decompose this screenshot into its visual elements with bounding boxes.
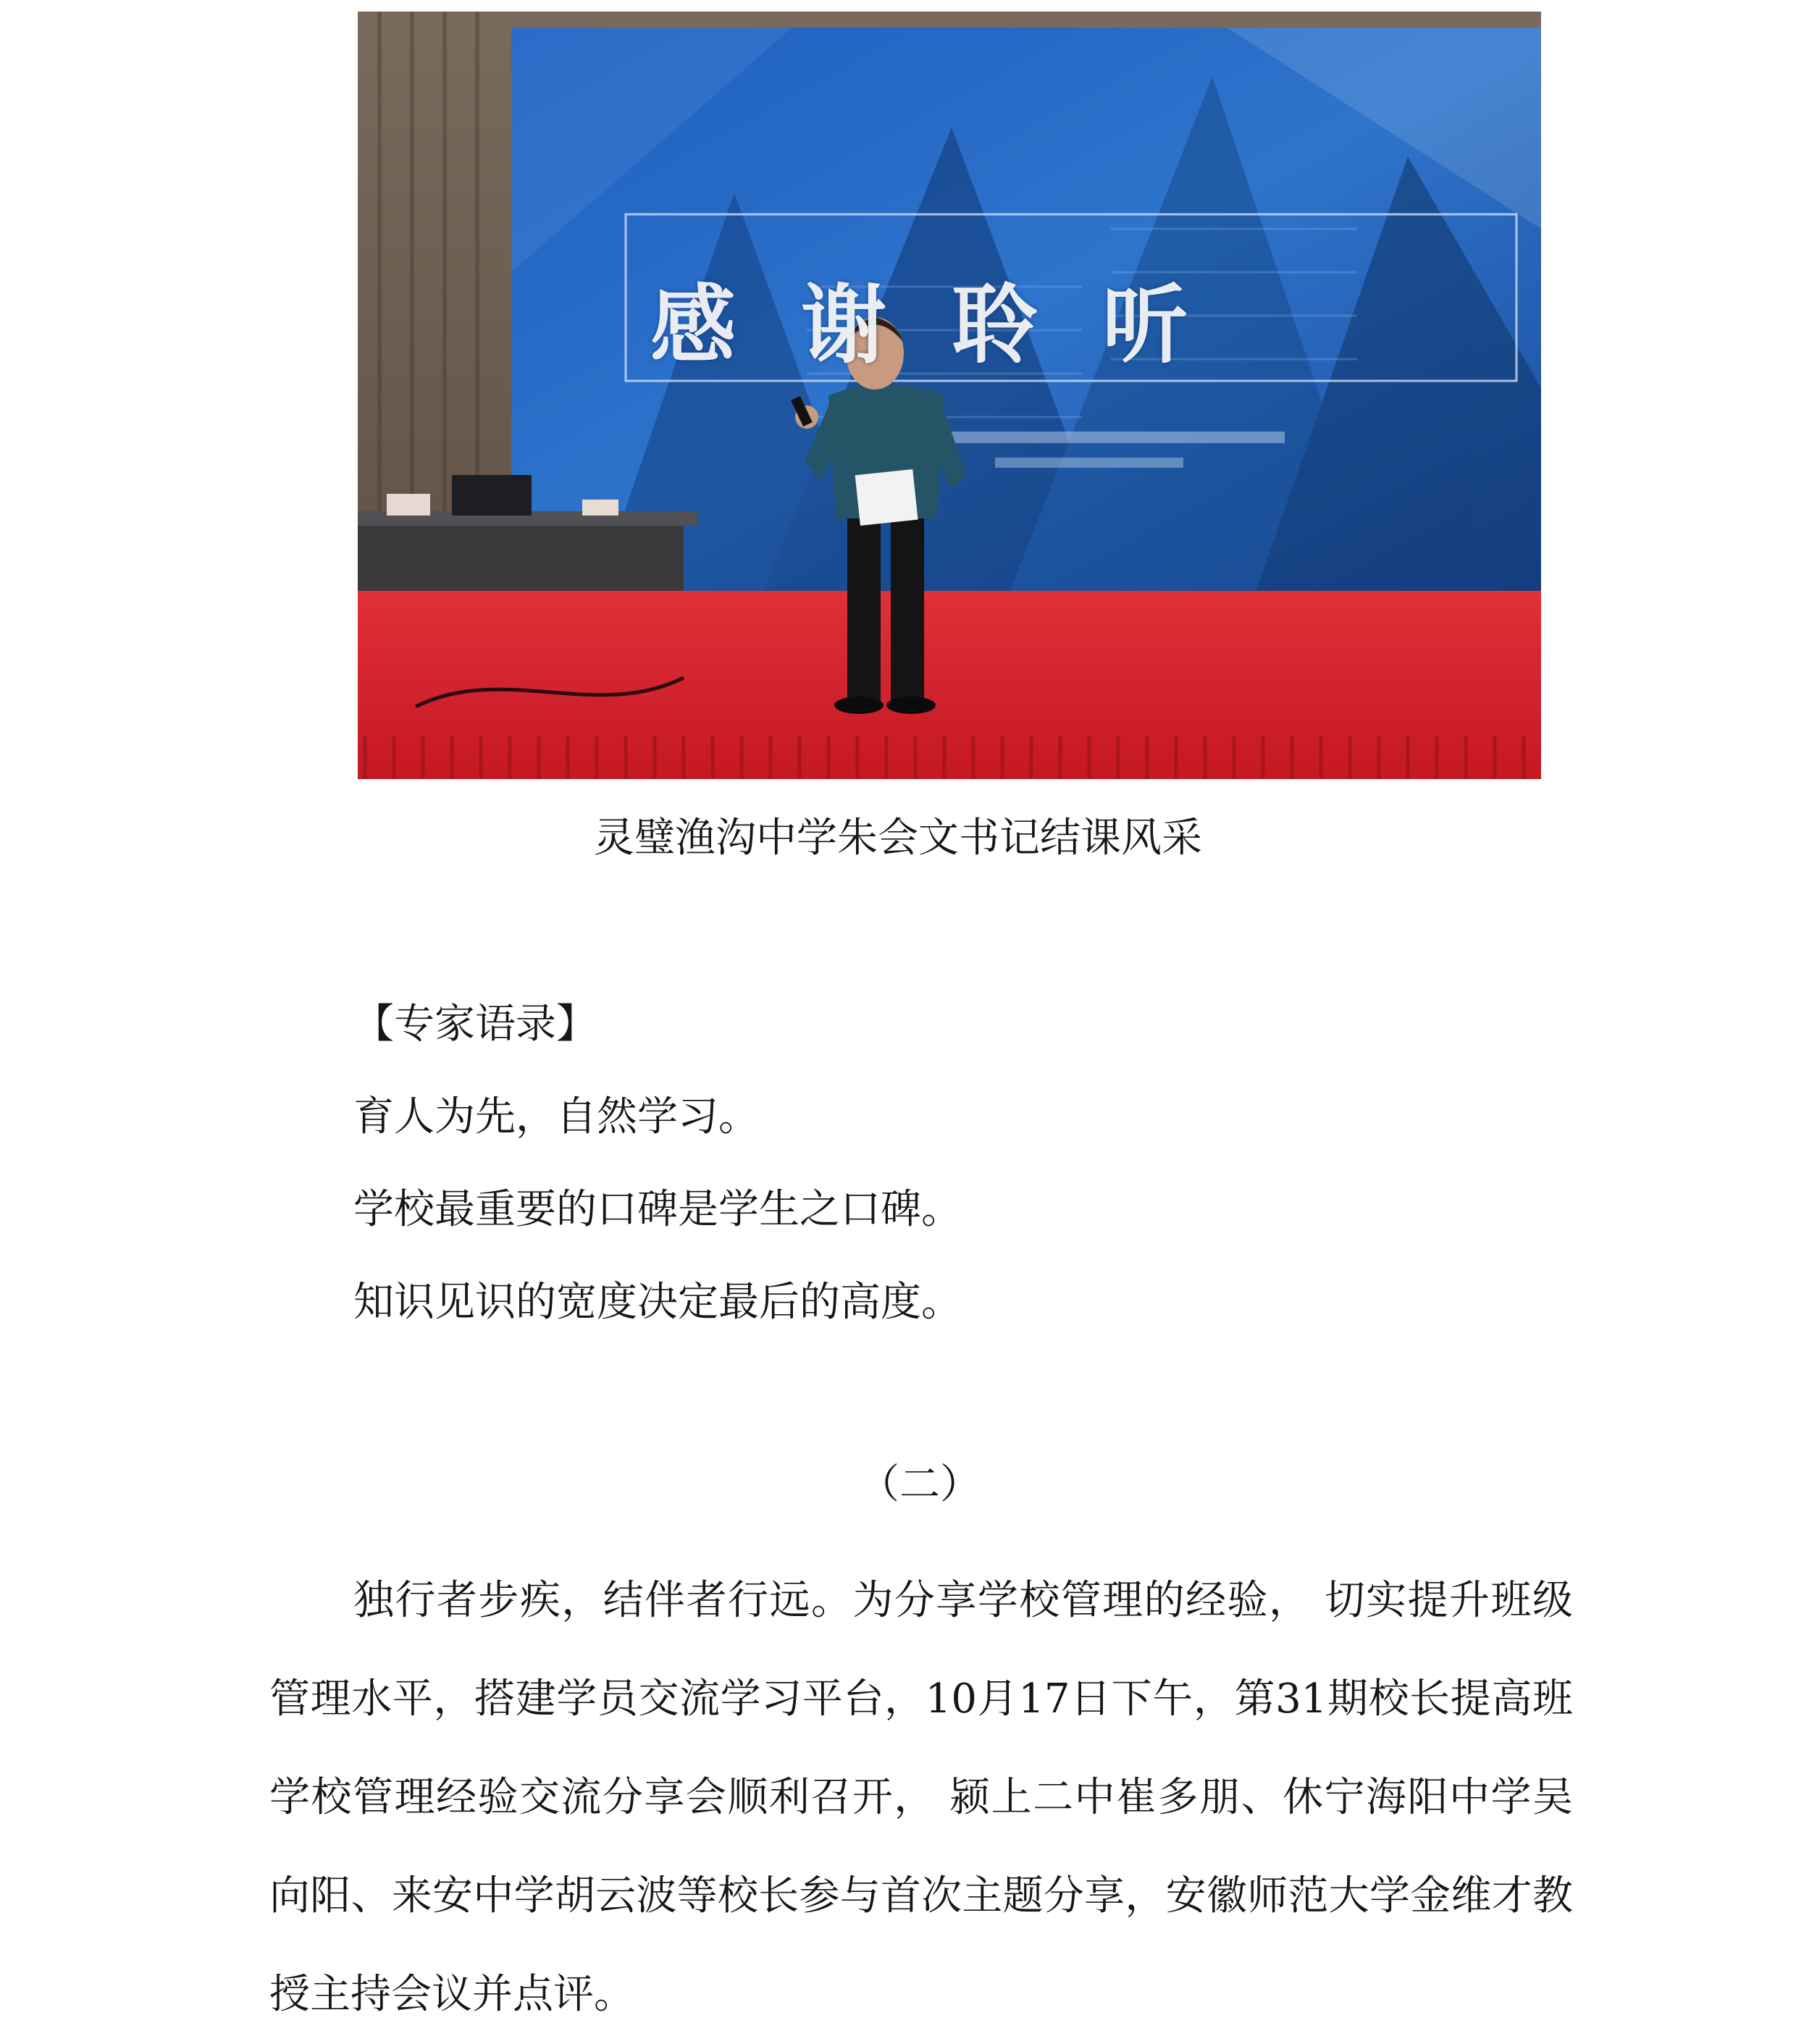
quote-line: 育人为先，自然学习。: [353, 1093, 759, 1140]
expert-quotes-heading: 【专家语录】: [353, 1001, 597, 1048]
stage-scene: [358, 12, 1541, 779]
body-paragraph: 独行者步疾，结伴者行远。为分享学校管理的经验， 切实提升班级管理水平，搭建学员交流学习平台，10月17日下午，第31期校长提高班学校管理经验交流分享会顺利召开， 颍上二中崔多朋、休宁海阳中学吴向阳、来安中学胡云波等校长参与首次主题分享，安徽师范大学金维才教授主持会议并点评。: [269, 1577, 1573, 2018]
section-title: （二）: [859, 1461, 981, 1508]
event-photo: [358, 12, 1541, 779]
laptop: [452, 475, 532, 516]
photo-caption: 灵璧渔沟中学朱会文书记结课风采: [594, 815, 1202, 862]
stage-carpet: [358, 591, 1541, 779]
quote-line: 学校最重要的口碑是学生之口碑。: [353, 1186, 962, 1233]
quote-line: 知识见识的宽度决定最后的高度。: [353, 1279, 962, 1326]
slide-title-text: 感谢聆听: [650, 275, 1253, 375]
